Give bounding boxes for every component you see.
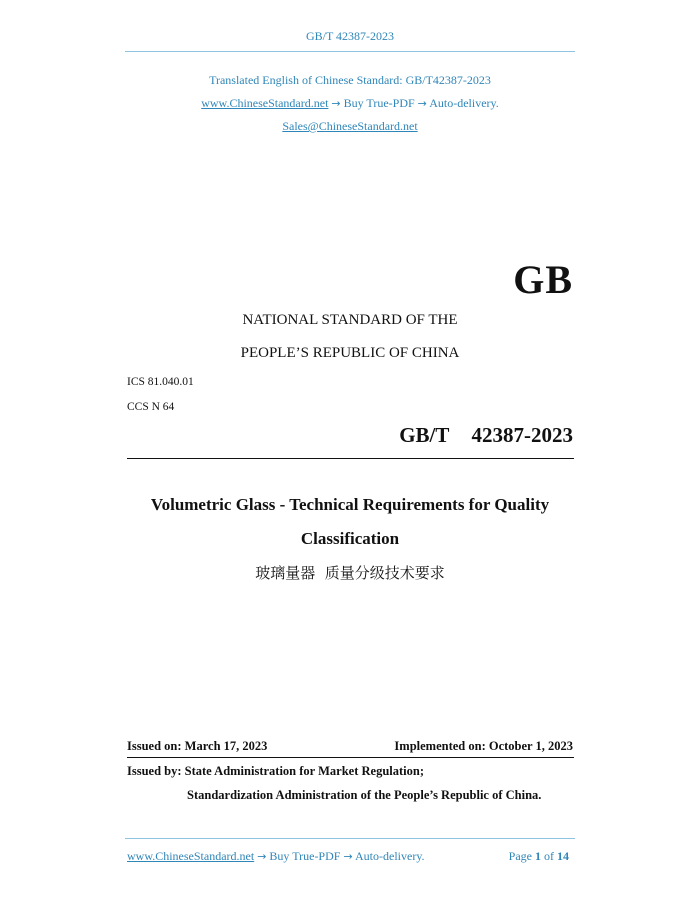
issued-on-date: Issued on: March 17, 2023 [127, 739, 268, 753]
dates-rule [127, 757, 574, 758]
standard-number: GB/T 42387-2023 [399, 423, 573, 447]
arrow-right-icon: → [257, 850, 267, 863]
national-standard-line-2: PEOPLE’S REPUBLIC OF CHINA [240, 345, 460, 361]
buy-text: Buy True-PDF [343, 96, 415, 110]
implemented-on-date: Implemented on: October 1, 2023 [394, 739, 573, 753]
running-header: GB/T 42387-2023 [305, 29, 395, 43]
promo-line-1: Translated English of Chinese Standard: GB/T42387-2023 [209, 73, 491, 87]
title-line-1: Volumetric Glass - Technical Requirements for Quality [150, 495, 550, 514]
promo-line-3 [0, 119, 700, 134]
site-link[interactable]: www.ChineseStandard.net [201, 96, 329, 110]
page-current: 1 [535, 849, 541, 863]
footer-auto-delivery-text: Auto-delivery. [355, 849, 425, 863]
arrow-right-icon: → [417, 97, 427, 110]
page-total: 14 [557, 849, 569, 863]
footer-promo [127, 849, 425, 864]
footer-site-link[interactable]: www.ChineseStandard.net [127, 849, 255, 863]
ics-code: ICS 81.040.01 [127, 376, 194, 388]
promo-line-2 [0, 96, 700, 111]
header-rule [125, 51, 575, 52]
auto-delivery-text: Auto-delivery. [429, 96, 499, 110]
issued-by-line-2: Standardization Administration of the People’s Republic of China. [187, 788, 542, 802]
footer-buy-text: Buy True-PDF [269, 849, 341, 863]
title-chinese: 玻璃量器 质量分级技术要求 [255, 564, 445, 582]
title-line-2: Classification [300, 529, 400, 548]
title-rule [127, 458, 574, 459]
ccs-code: CCS N 64 [127, 401, 175, 413]
arrow-right-icon: → [343, 850, 353, 863]
gb-mark: GB [513, 257, 573, 302]
issued-by-line-1: Issued by: State Administration for Market Regulation; [127, 764, 424, 778]
arrow-right-icon: → [331, 97, 341, 110]
page-of: of [544, 849, 554, 863]
page-label: Page [508, 849, 532, 863]
footer-rule [125, 838, 575, 839]
national-standard-line-1: NATIONAL STANDARD OF THE [242, 312, 458, 328]
email-link[interactable]: Sales@ChineseStandard.net [282, 119, 418, 133]
page-number [509, 849, 569, 864]
